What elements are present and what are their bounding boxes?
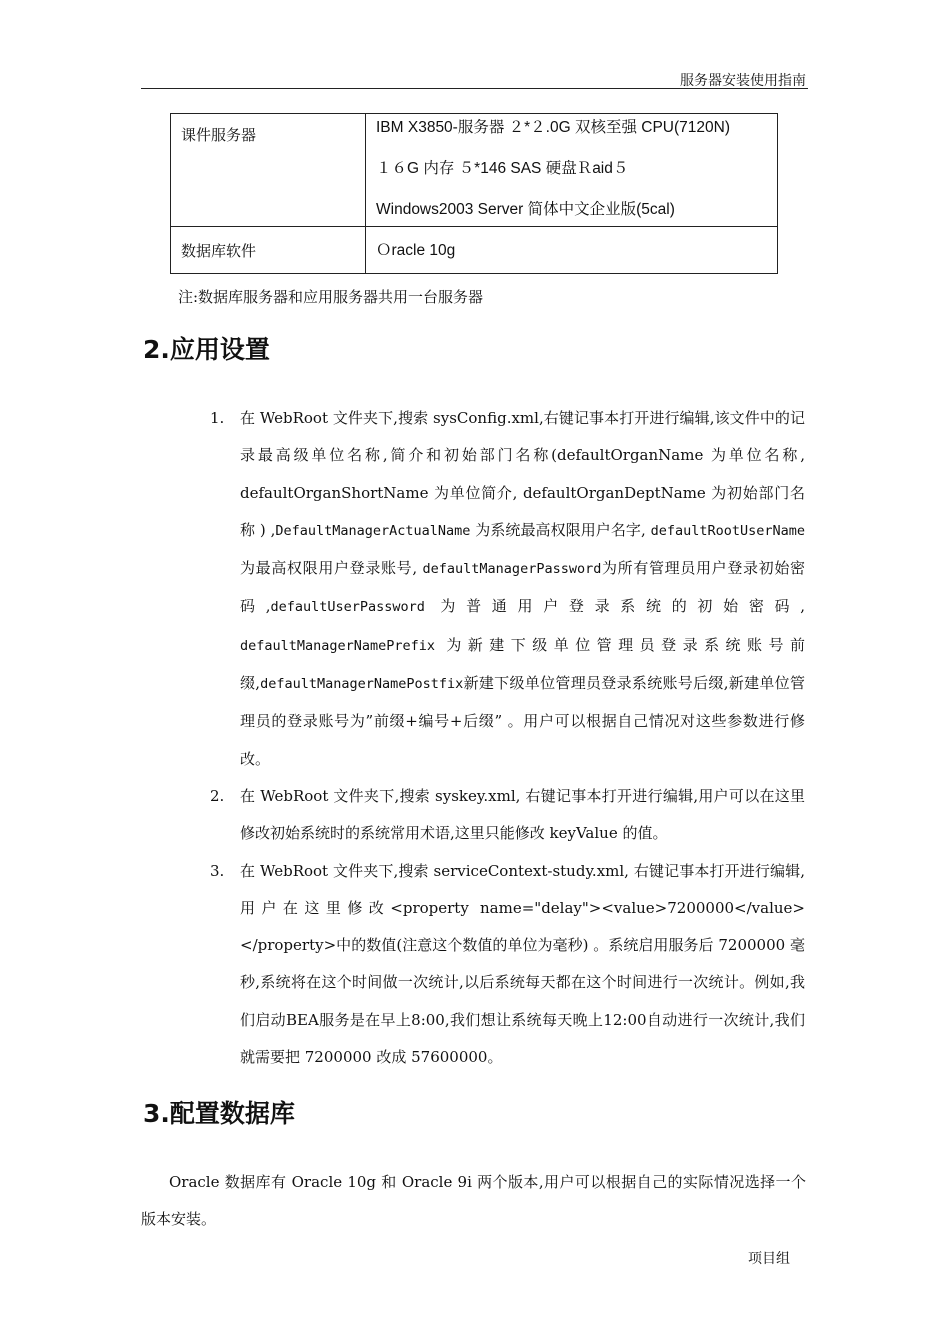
list-item bbox=[196, 853, 805, 1077]
item-text: 为新建下级单位管理员登录系统账号前缀, bbox=[240, 635, 805, 693]
table-cell-label: 数据库软件 bbox=[171, 227, 366, 274]
config-key: defaultManagerNamePostfix bbox=[260, 676, 464, 693]
list-item bbox=[196, 400, 805, 778]
spec-line: IBM X3850-服务器 ２*２.0G 双核至强 CPU(7120N) bbox=[376, 119, 731, 136]
item-text: 为普通用户登录系统的初始密码, bbox=[424, 597, 805, 616]
settings-list bbox=[196, 400, 805, 1076]
table-row bbox=[171, 114, 778, 227]
config-key: defaultRootUserName bbox=[650, 522, 805, 539]
item-text: 在 WebRoot 文件夹下,搜索 syskey.xml, 右键记事本打开进行编辑,用户可以在这里修改初始系统时的系统常用术语,这里只能修改 keyValue 的值。 bbox=[240, 786, 805, 843]
config-key: defaultManagerNamePrefix bbox=[240, 637, 436, 654]
item-text: 为系统最高权限用户名字, bbox=[470, 520, 651, 539]
spec-line: Windows2003 Server 简体中文企业版(5cal) bbox=[376, 201, 675, 218]
item-text: 新建下级单位管理员登录系统账号后缀,新建单位管理员的登录账号为”前缀+编号+后缀” 。用户可以根据自己情况对这些参数进行修改。 bbox=[240, 674, 805, 768]
table-cell-value bbox=[366, 114, 778, 227]
table-cell-label: 课件服务器 bbox=[171, 114, 366, 227]
database-paragraph: Oracle 数据库有 Oracle 10g 和 Oracle 9i 两个版本,用户可以根据自己的实际情况选择一个版本安装。 bbox=[141, 1173, 806, 1228]
page-footer: 项目组 bbox=[748, 1251, 790, 1267]
item-text: 在 WebRoot 文件夹下,搜索 sysConfig.xml,右键记事本打开进行编辑,该文件中的记录最高级单位名称,简介和初始部门名称(defaultOrganName 为单位名称, defaultOrganShortName 为单位简介, defaultOrganDeptName 为初始部门名称 ) , bbox=[240, 409, 805, 539]
config-key: DefaultManagerActualName bbox=[275, 522, 471, 539]
list-item-number: 1. bbox=[210, 409, 225, 427]
item-text: 为所有管理员用户登录初始密码, bbox=[240, 559, 805, 616]
item-text: 在 WebRoot 文件夹下,搜索 serviceContext-study.xml, 右键记事本打开进行编辑,用户在这里修改<property name="delay"><value>7200000</value></property>中的数值(注意这个数值的单位为毫秒) 。系统启用服务后 7200000 毫秒,系统将在这个时间做一次统计,以后系统每天都在这个时间进行一次统计。例如,我们启动BEA服务是在早上8:00,我们想让系统每天晚上12:00自动进行一次统计,我们就需要把 7200000 改成 57600000。 bbox=[240, 861, 805, 1067]
server-spec-table bbox=[170, 113, 778, 274]
list-item-number: 2. bbox=[210, 786, 225, 805]
section-heading-database: 3.配置数据库 bbox=[143, 1099, 295, 1128]
list-item-number: 3. bbox=[210, 861, 225, 880]
table-cell-value: Ｏracle 10g bbox=[366, 227, 778, 274]
page-header-title: 服务器安装使用指南 bbox=[680, 73, 806, 89]
spec-line: １６G 内存 ５*146 SAS 硬盘Ｒaid５ bbox=[376, 160, 629, 177]
config-key: defaultUserPassword bbox=[270, 599, 425, 616]
header-divider bbox=[141, 88, 808, 89]
section-heading-app-settings: 2.应用设置 bbox=[143, 335, 270, 364]
table-note: 注:数据库服务器和应用服务器共用一台服务器 bbox=[178, 288, 484, 306]
table-row bbox=[171, 227, 778, 274]
item-text: 为最高权限用户登录账号, bbox=[240, 559, 423, 578]
config-key: defaultManagerPassword bbox=[422, 561, 602, 578]
list-item bbox=[196, 778, 805, 853]
